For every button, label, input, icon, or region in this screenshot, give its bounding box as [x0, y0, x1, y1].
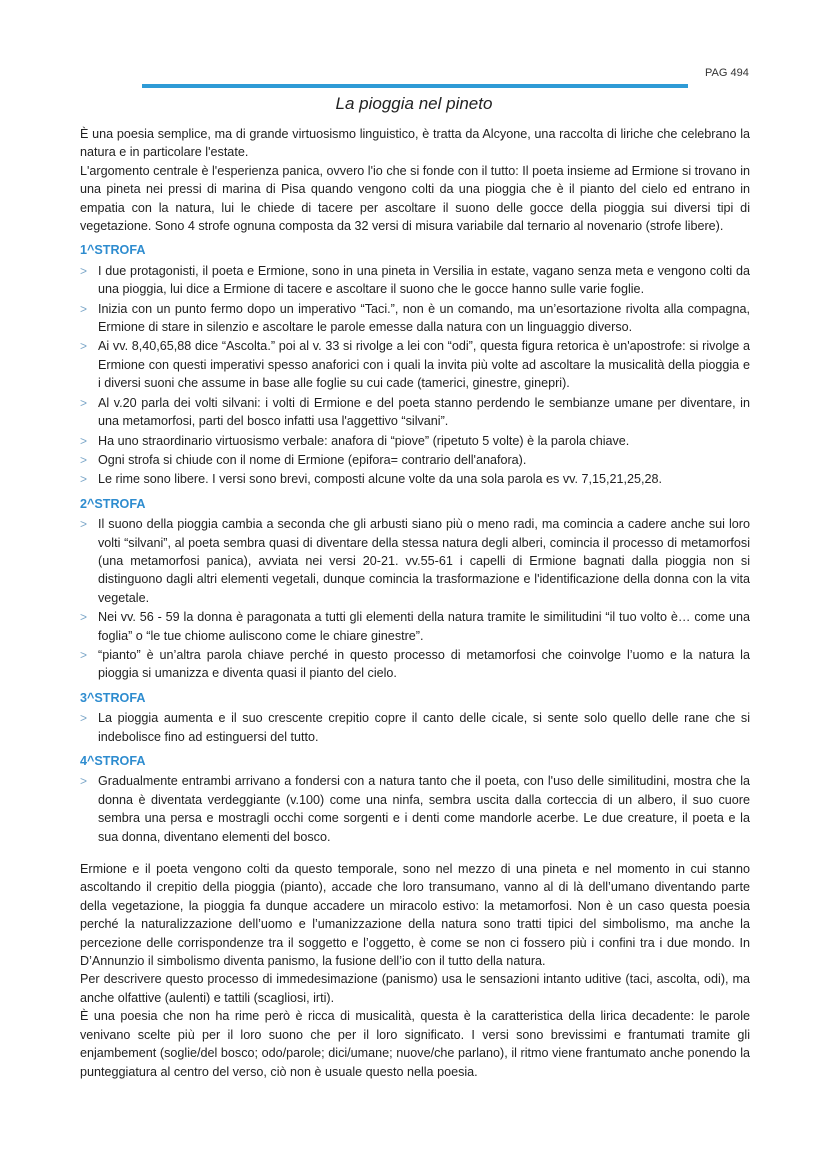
list-item: > Al v.20 parla dei volti silvani: i volti di Ermione e del poeta stanno perdendo le sembianze umane per diventare, in una metamorfosi, parti del bosco infatti usa l'aggettivo “silvani”.: [80, 395, 750, 429]
list-item: > “pianto” è un’altra parola chiave perché in questo processo di metamorfosi che coinvolge l’uomo e la natura la pioggia si umanizza e diventa quasi il pianto del cielo.: [80, 647, 750, 681]
list-item: > Nei vv. 56 - 59 la donna è paragonata a tutti gli elementi della natura tramite le similitudini “il tuo volto è… come una foglia” o “le tue chiome auliscono come le chiare ginestre”.: [80, 610, 750, 643]
conclusion: [80, 860, 750, 1081]
bullet-list: [80, 709, 750, 746]
conclusion-paragraph: Ermione e il poeta vengono colti da questo temporale, sono nel mezzo di una pineta e nel momento in cui stanno ascoltando il crepitio della pioggia (pianto), accade che loro transumano, vanno al di là dell’umano diventando parte della vegetazione, la pioggia fa dunque accadere un miracolo estivo: la metamorfosi. Non è un caso questa poesia perché la naturalizzazione dell’uomo e l’umanizzazione della natura sono tratti tipici del simbolismo, ma anche la percezione delle corrispondenze tra il soggetto e l’oggetto, è come se non ci fossero più i confini tra i due mondo. In D’Annunzio il simbolismo diventa panismo, la fusione dell’io con il tutto della natura.: [80, 862, 750, 969]
section-heading: 1^STROFA: [80, 243, 146, 258]
header-rule: [142, 84, 688, 88]
bullet-list: [80, 515, 750, 683]
chevron-right-icon: >: [80, 647, 88, 662]
list-item: > Ogni strofa si chiude con il nome di Ermione (epifora= contrario dell'anafora).: [80, 451, 750, 469]
chevron-right-icon: >: [80, 339, 88, 354]
section-heading: 4^STROFA: [80, 754, 146, 768]
list-item: > Inizia con un punto fermo dopo un imperativo “Taci.”, non è un comando, ma un’esortazione rivolta alla compagna, Ermione di stare in silenzio e ascoltare le parole emesse dalla natura con un linguaggio diverso.: [80, 301, 750, 335]
list-item: > I due protagonisti, il poeta e Ermione, sono in una pineta in Versilia in estate, vagano senza meta e vengono colti da una pioggia, lui dice a Ermione di tacere e ascoltare il suono che le gocce hanno sulle varie foglie.: [80, 263, 750, 297]
chevron-right-icon: >: [80, 395, 88, 410]
list-item: > Il suono della pioggia cambia a seconda che gli arbusti siano più o meno radi, ma comincia a cadere anche sui loro volti “silvani”, al poeta sembra quasi di diventare della stessa natura degli alberi, comincia il processo di metamorfosi (una metamorfosi panica), avviata nei versi 20-21. vv.55-61 i capelli di Ermione bagnati dalla pioggia non si distinguono dagli altri elementi vegetali, dunque comincia la trasformazione e l'identificazione della donna con la vita vegetale.: [80, 517, 750, 605]
page-number: PAG 494: [705, 67, 749, 79]
list-item: > La pioggia aumenta e il suo crescente crepitio copre il canto delle cicale, si sente solo quello delle rane che si indebolisce fino ad estinguersi del tutto.: [80, 711, 750, 744]
list-item: > Le rime sono libere. I versi sono brevi, composti alcune volte da una sola parola es vv. 7,15,21,25,28.: [80, 470, 750, 488]
list-item: > Gradualmente entrambi arrivano a fondersi con a natura tanto che il poeta, con l'uso delle similitudini, mostra che la donna è diventata verdeggiante (v.100) come una ninfa, sembra uscita dalla corteccia di un albero, il suo cuore sembra una persa e mostragli occhi come sorgenti e i denti come mandorle acerbe. Le due creature, il poeta e la sua donna, diventano elementi del bosco.: [80, 774, 750, 844]
intro-paragraph: L'argomento centrale è l'esperienza panica, ovvero l'io che si fonde con il tutto: Il poeta insieme ad Ermione si trovano in una pineta nei pressi di marina di Pisa quando vengono colti da una pioggia che è il pianto del cielo ed entrano in empatia con la natura, lui le chiede di tacere per ascoltare il suono delle gocce della pioggia sui diversi tipi di vegetazione. Sono 4 strofe ognuna composta da 32 versi di misura variabile dal ternario al novenario (strofe libere).: [80, 163, 750, 234]
chevron-right-icon: >: [80, 433, 88, 448]
document-body: [80, 125, 750, 1081]
conclusion-paragraph: Per descrivere questo processo di immedesimazione (panismo) usa le sensazioni intanto uditive (taci, ascolta, odi), ma anche olfattive (aulenti) e tattili (scagliosi, irti).: [80, 972, 750, 1005]
bullet-list: [80, 262, 750, 489]
chevron-right-icon: >: [80, 517, 88, 532]
list-item: > Ai vv. 8,40,65,88 dice “Ascolta.” poi al v. 33 si rivolge a lei con “odi”, questa figura retorica è un'apostrofe: si rivolge a Ermione con questi imperativi spesso anaforici con i quali la invita più volte ad ascoltare la musicalità della pioggia e i diversi suoni che assume in base alle foglie su cui cade (tamerici, ginestre, ginepri).: [80, 339, 750, 391]
page-title: La pioggia nel pineto: [335, 94, 493, 113]
chevron-right-icon: >: [80, 774, 88, 789]
intro-paragraph: È una poesia semplice, ma di grande virtuosismo linguistico, è tratta da Alcyone, una raccolta di liriche che celebrano la natura e in particolare l'estate.: [80, 127, 750, 160]
conclusion-paragraph: È una poesia che non ha rime però è ricca di musicalità, questa è la caratteristica della lirica decadente: le parole venivano scelte più per il loro suono che per il loro significato. I versi sono brevissimi e frantumati tramite gli enjambement (soglie/del bosco; odo/parole; dici/umane; nuove/che parlano), il ritmo viene frantumato anche ponendo la punteggiatura al centro del verso, ciò non è usuale questo nella poesia.: [80, 1009, 750, 1079]
bullet-list: [80, 772, 750, 846]
chevron-right-icon: >: [80, 472, 88, 487]
section-heading: 2^STROFA: [80, 496, 146, 511]
chevron-right-icon: >: [80, 301, 88, 316]
chevron-right-icon: >: [80, 711, 88, 726]
list-item: > Ha uno straordinario virtuosismo verbale: anafora di “piove” (ripetuto 5 volte) è la parola chiave.: [80, 432, 750, 450]
chevron-right-icon: >: [80, 610, 88, 625]
chevron-right-icon: >: [80, 452, 88, 467]
section-heading: 3^STROFA: [80, 690, 146, 705]
chevron-right-icon: >: [80, 263, 88, 278]
